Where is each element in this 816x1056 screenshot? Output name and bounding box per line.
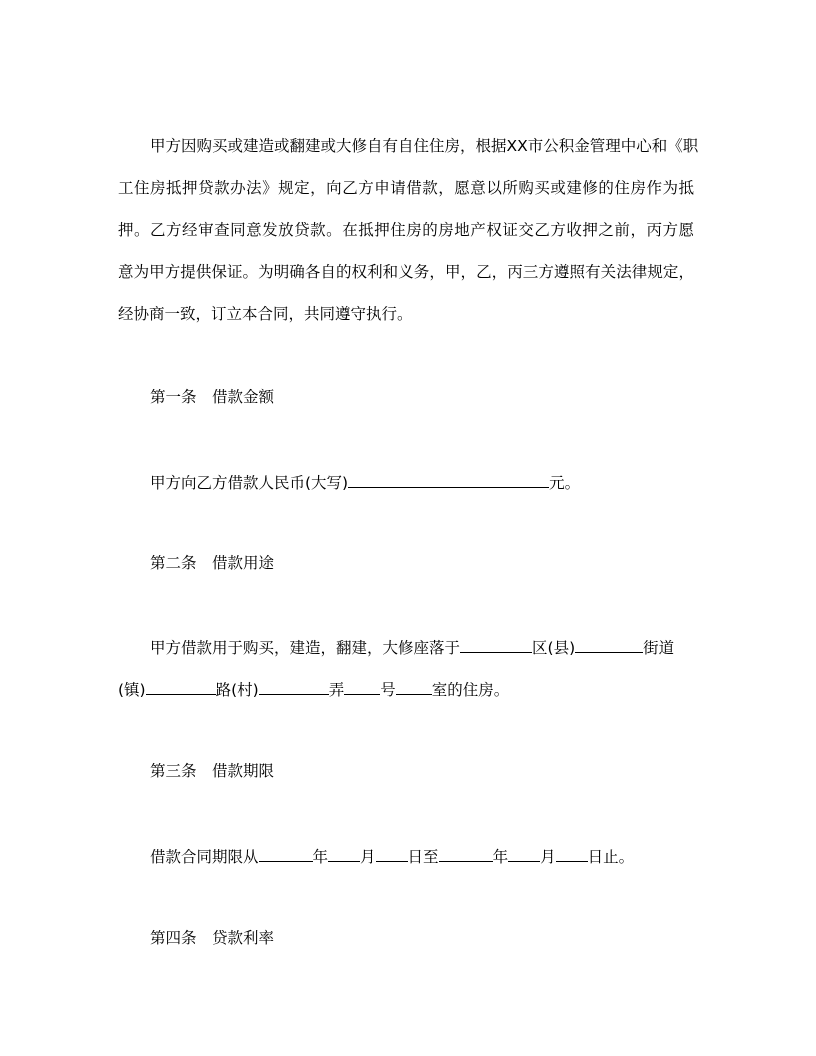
district-label: 区(县)	[532, 639, 576, 657]
article-1-text	[150, 471, 580, 493]
district-blank	[460, 636, 532, 653]
intro-line-4: 意为甲方提供保证。为明确各自的权利和义务，甲，乙，丙三方遵照有关法律规定，	[118, 263, 694, 281]
town-label: (镇)	[118, 681, 146, 699]
article-2-line-1	[150, 636, 674, 658]
loan-amount-unit: 元。	[549, 474, 581, 492]
street-label: 街道	[643, 639, 675, 657]
lane-label: 弄	[328, 681, 345, 699]
loan-amount-label: 甲方向乙方借款人民币(大写)	[150, 474, 349, 492]
number-label: 号	[380, 681, 396, 699]
end-year-label: 年	[492, 848, 509, 866]
intro-line-1: 甲方因购买或建造或翻建或大修自有自住住房，根据XX市公积金管理中心和《职	[150, 137, 699, 155]
article-4-title: 第四条 贷款利率	[150, 929, 275, 947]
end-month-label: 月	[540, 848, 556, 866]
end-day-label: 日止。	[587, 848, 635, 866]
start-day-blank	[376, 845, 408, 862]
intro-line-3: 押。乙方经审查同意发放贷款。在抵押住房的房地产权证交乙方收押之前，丙方愿	[118, 221, 694, 239]
room-label: 室的住房。	[431, 681, 510, 699]
article-1-title: 第一条 借款金额	[150, 388, 275, 406]
intro-line-5: 经协商一致，订立本合同，共同遵守执行。	[118, 305, 413, 323]
article-3-text	[150, 845, 634, 867]
loan-amount-blank	[348, 471, 549, 488]
street-blank	[575, 636, 643, 653]
start-month-blank	[328, 845, 360, 862]
start-year-blank	[259, 845, 313, 862]
lane-number-blank	[344, 678, 380, 695]
article-2-line-2	[118, 678, 509, 700]
article-3-title: 第三条 借款期限	[150, 762, 275, 780]
start-year-label: 年	[312, 848, 329, 866]
town-road-blank	[146, 678, 216, 695]
article-2-title: 第二条 借款用途	[150, 554, 275, 572]
end-year-blank	[439, 845, 493, 862]
purpose-text: 甲方借款用于购买，建造，翻建，大修座落于	[150, 639, 461, 657]
end-month-blank	[508, 845, 540, 862]
start-day-label: 日至	[407, 848, 439, 866]
intro-line-2: 工住房抵押贷款办法》规定，向乙方申请借款，愿意以所购买或建修的住房作为抵	[118, 179, 694, 197]
term-label: 借款合同期限从	[150, 848, 259, 866]
road-label: 路(村)	[215, 681, 259, 699]
room-blank	[396, 678, 432, 695]
road-lane-blank	[259, 678, 329, 695]
start-month-label: 月	[360, 848, 376, 866]
end-day-blank	[556, 845, 588, 862]
